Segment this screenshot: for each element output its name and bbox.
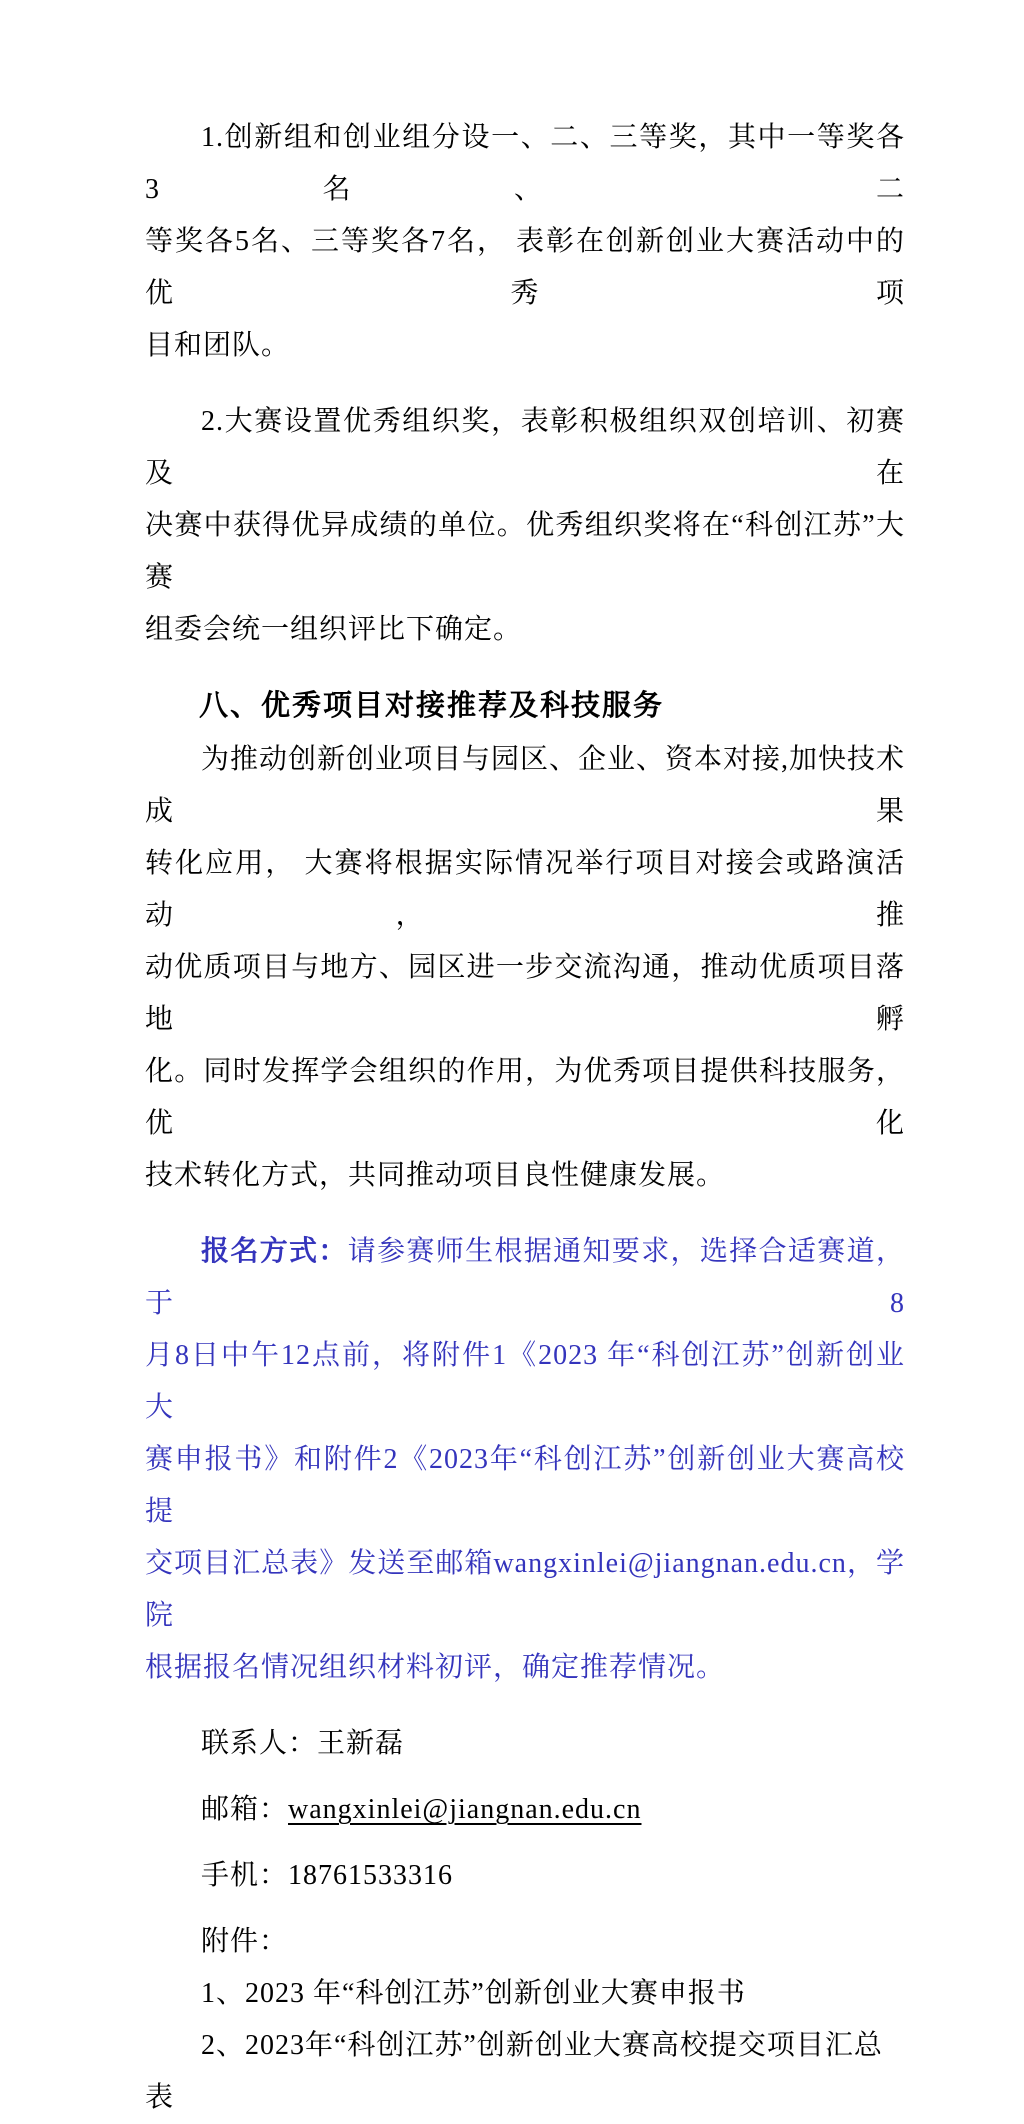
- email-link[interactable]: wangxinlei@jiangnan.edu.cn: [288, 1794, 642, 1825]
- section-heading: 八、优秀项目对接推荐及科技服务: [199, 690, 665, 722]
- paragraph-award-tiers: [145, 112, 905, 372]
- paragraph-line: 交项目汇总表》发送至邮箱wangxinlei@jiangnan.edu.cn，学院: [145, 1548, 905, 1631]
- paragraph-line: 联系人：王新磊: [201, 1728, 405, 1759]
- paragraph-line: 决赛中获得优异成绩的单位。优秀组织奖将在“科创江苏”大赛: [145, 510, 905, 593]
- signup-line-rest: 请参赛师生根据通知要求，选择合适赛道，于8: [145, 1236, 905, 1319]
- contact-phone-line: [145, 1850, 905, 1902]
- paragraph-line: 动优质项目与地方、园区进一步交流沟通，推动优质项目落地 孵: [145, 952, 905, 1035]
- paragraph-line: 1.创新组和创业组分设一、二、三等奖，其中一等奖各3名、 二: [145, 122, 905, 205]
- paragraph-line: 月8日中午12点前，将附件1《2023 年“科创江苏”创新创业大: [145, 1340, 905, 1423]
- paragraph-line: 技术转化方式，共同推动项目良性健康发展。: [145, 1160, 726, 1191]
- paragraph-line: 为推动创新创业项目与园区、企业、资本对接,加快技术成 果: [145, 744, 906, 827]
- attachment-item: 1、2023 年“科创江苏”创新创业大赛申报书: [201, 1978, 746, 2009]
- paragraph-line: 转化应用， 大赛将根据实际情况举行项目对接会或路演活动， 推: [145, 848, 905, 931]
- paragraph-line: 手机：18761533316: [201, 1860, 454, 1891]
- attachments-block: [145, 1916, 905, 2124]
- signup-label: 报名方式：: [201, 1236, 348, 1267]
- paragraph-line: [145, 1784, 905, 1836]
- paragraph-line: 根据报名情况组织材料初评，确定推荐情况。: [145, 1652, 726, 1683]
- paragraph-line: 赛申报书》和附件2《2023年“科创江苏”创新创业大赛高校提: [145, 1444, 905, 1527]
- paragraph-line: 目和团队。: [145, 330, 291, 361]
- paragraph-line: 2.大赛设置优秀组织奖，表彰积极组织双创培训、初赛及在: [145, 406, 905, 489]
- contact-email-line: [145, 1784, 905, 1836]
- attachments-title: 附件：: [201, 1926, 289, 1957]
- paragraph-line: [145, 1226, 905, 1330]
- paragraph-signup-instructions: [145, 1226, 905, 1694]
- paragraph-organization-award: [145, 396, 905, 656]
- paragraph-line: 化。同时发挥学会组织的作用，为优秀项目提供科技服务， 优化: [145, 1056, 913, 1139]
- paragraph-section8-body: [145, 734, 913, 1202]
- paragraph-line: 组委会统一组织评比下确定。: [145, 614, 523, 645]
- contact-person-line: [145, 1718, 905, 1770]
- attachment-item: 2、2023年“科创江苏”创新创业大赛高校提交项目汇总表: [145, 2030, 883, 2113]
- email-label: 邮箱：: [201, 1794, 289, 1825]
- paragraph-line: 等奖各5名、三等奖各7名， 表彰在创新创业大赛活动中的优秀项: [145, 226, 905, 309]
